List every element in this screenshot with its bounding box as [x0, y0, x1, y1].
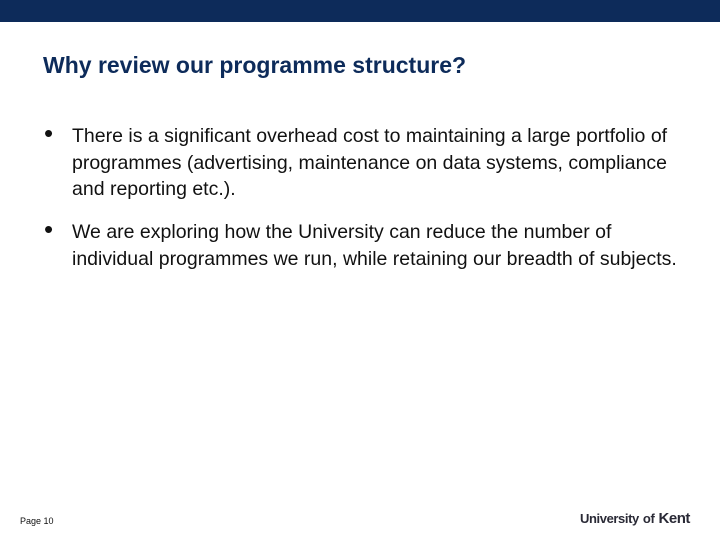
- logo-university-text: University: [580, 511, 639, 526]
- logo-of-text: of: [642, 511, 655, 526]
- bullet-text: We are exploring how the University can reduce the number of individual programmes we run, while retaining our breadth of subjects.: [72, 221, 677, 270]
- bullet-icon: •: [44, 214, 54, 244]
- header-bar: [0, 0, 720, 22]
- page-number: Page 10: [20, 516, 54, 526]
- bullet-icon: •: [44, 118, 54, 148]
- slide-title: Why review our programme structure?: [43, 52, 467, 78]
- university-logo: [580, 510, 690, 527]
- bullet-text: There is a significant overhead cost to maintaining a large portfolio of programmes (advertising, maintenance on data systems, compliance and reporting etc.).: [72, 125, 668, 200]
- logo-kent-text: Kent: [658, 510, 690, 527]
